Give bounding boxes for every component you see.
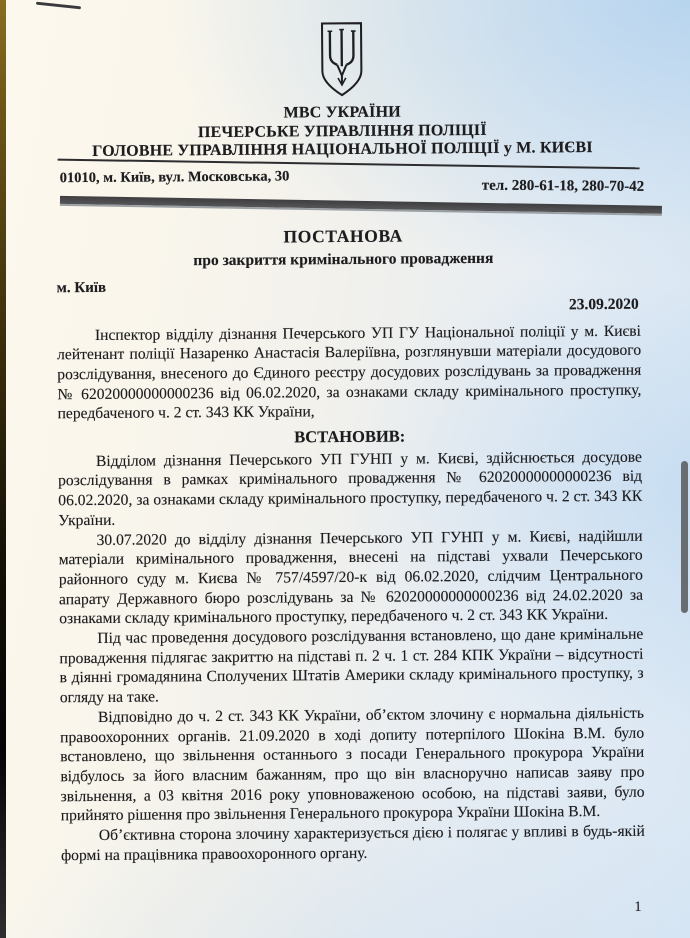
city-date-row — [57, 275, 639, 318]
body-paragraph: Під час проведення досудового розслідування встановлено, що дане кримінальне провадження підлягає закриттю на підставі п. 2 ч. 1 ст. 284 КПК України – відсутності в діянні громадянина Сполучених Штатів Америки складу кримінального проступку, з огляду на таке. — [59, 625, 644, 707]
org-name-line1: МВС УКРАЇНИ — [283, 103, 401, 122]
body-paragraph: Відповідно до ч. 2 ст. 343 КК України, об’єктом злочину є нормальна діяльність правоохоронних органів. 21.09.2020 в ході допиту потерпілого Шокіна В.М. було встановлено, що звільнення останнього з посади Генерального прокурора України відбулось за його власним бажанням, про що він власноручно написав заяву про звільнення, а 03 квітня 2016 року уповноваженою особою, на підставі заяви, було прийнято рішення про звільнення Генерального прокурора України Шокіна В.М. — [60, 704, 645, 825]
document-title: ПОСТАНОВА — [283, 225, 403, 246]
ukraine-trident-emblem-icon — [316, 21, 367, 99]
established-heading: ВСТАНОВИВ: — [294, 426, 406, 447]
body-paragraph: 30.07.2020 до відділу дізнання Печерського УП ГУНП у м. Києві, надійшли матеріали кримінального провадження, внесені на підставі ухвали Печерського районного суду м. Києва № 757/4597/20-к від 06.02.2020, слідчим Центрального апарату Державного бюро розслідувань за № 62020000000000236 від 24.02.2020 за ознаками складу кримінального проступку, передбаченого ч. 2 ст. 343 КК України. — [58, 527, 644, 628]
letterhead-contacts — [59, 165, 644, 195]
intro-paragraph: Інспектор відділу дізнання Печерського УП ГУ Національної поліції у м. Києві лейтенант поліції Назаренко Анастасія Валеріївна, розглянувши матеріали досудового розслідування, внесеного до Єдиного реєстру досудових розслідувань за провадження № 62020000000000236 від 06.02.2020, за ознаками складу кримінального проступку, передбаченого ч. 2 ст. 343 КК України, — [57, 322, 642, 423]
body-paragraph: Об’єктивна сторона злочину характеризується дією і полягає у впливі в будь-якій формі на працівника правоохоронного органу. — [60, 822, 645, 865]
title-block — [0, 223, 688, 271]
vertical-scrollbar-thumb[interactable] — [681, 461, 688, 613]
org-address: 01010, м. Київ, вул. Московська, 30 — [59, 167, 290, 186]
org-phone: тел. 280-61-18, 280-70-42 — [481, 177, 644, 195]
letterhead — [0, 0, 688, 162]
org-name-line2: ПЕЧЕРСЬКЕ УПРАВЛІННЯ ПОЛІЦІЇ — [197, 121, 487, 141]
letterhead-divider-bar — [60, 195, 662, 215]
document-city: м. Київ — [56, 279, 107, 296]
document-body — [57, 321, 645, 866]
document-subtitle: про закриття кримінального провадження — [193, 249, 494, 269]
document-date: 23.09.2020 — [568, 295, 639, 313]
page-number: 1 — [634, 899, 642, 915]
body-paragraph: Відділом дізнання Печерського УП ГУНП у м. Києві, здійснюється досудове розслідування в рамках кримінального провадження № 62020000000000236 від 06.02.2020, за ознаками складу кримінального проступку, передбаченого ч. 2 ст. 343 КК України. — [58, 448, 643, 530]
org-name-line3: ГОЛОВНЕ УПРАВЛІННЯ НАЦІОНАЛЬНОЇ ПОЛІЦІЇ у М. КИЄВІ — [92, 139, 593, 160]
